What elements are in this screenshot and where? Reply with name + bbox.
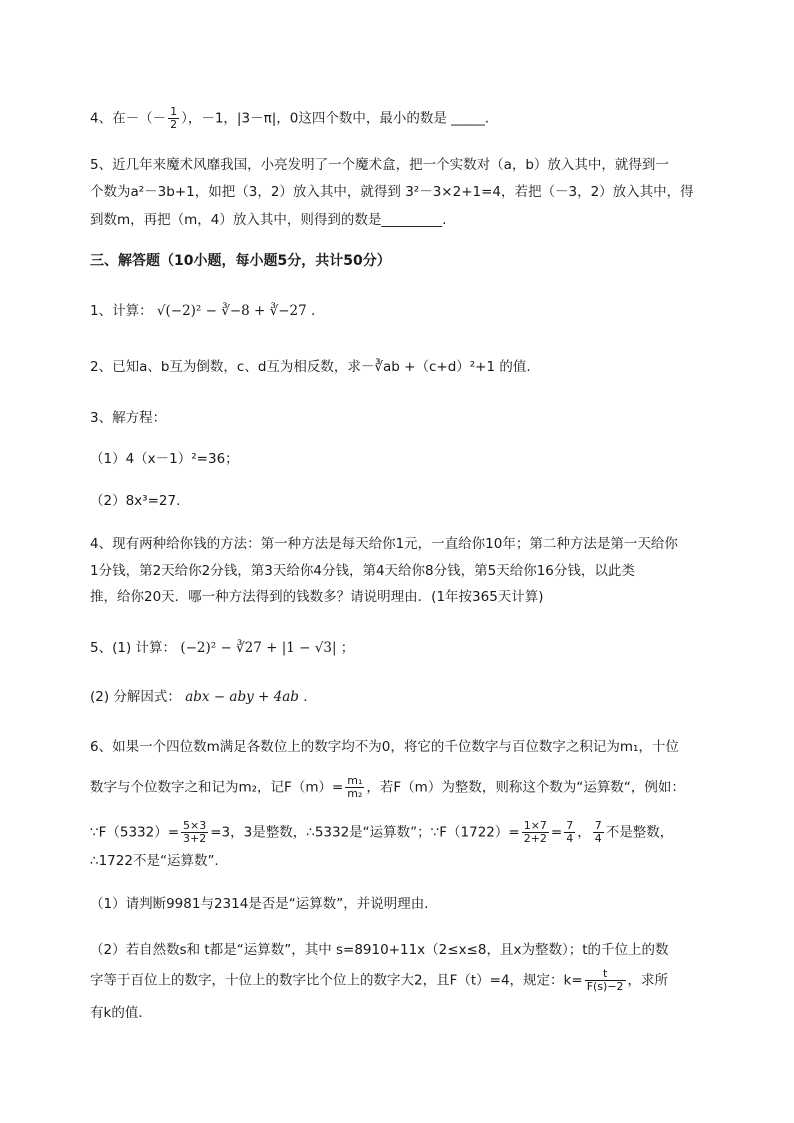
question-6-line4: ∴1722不是“运算数”. bbox=[90, 853, 219, 869]
question-6-part-1: （1）请判断9981与2314是否是“运算数”，并说明理由． bbox=[90, 896, 438, 912]
q5-p2-end: . bbox=[303, 689, 308, 705]
q6-line3-text-d: ， bbox=[577, 824, 591, 841]
fraction-example-1722 bbox=[522, 820, 549, 845]
question-3-label: 3、解方程： bbox=[90, 410, 167, 426]
frac-denominator: 2 bbox=[170, 118, 178, 131]
q6-line2-text-b: ，若F（m）为整数，则称这个数为“运算数“，例如： bbox=[366, 779, 685, 796]
frac-numerator: 7 bbox=[594, 819, 602, 832]
question-5-part-2 bbox=[90, 687, 308, 707]
question-6-line3 bbox=[90, 820, 673, 845]
q1-expression: √(−2)² − ∛−8 + ∛−27 bbox=[156, 303, 307, 319]
q6-p2-line2-text-a: 字等于百位上的数字，十位上的数字比个位上的数字大2，且F（t）=4，规定：k= bbox=[90, 972, 583, 989]
fraction-seven-fourths bbox=[564, 820, 575, 845]
frac-numerator: 1 bbox=[170, 105, 178, 118]
q5-p1-end: ； bbox=[340, 640, 355, 656]
frac-numerator: t bbox=[585, 968, 626, 981]
question-6-line2 bbox=[90, 775, 685, 800]
fraction-t-over-Fs-minus-2 bbox=[585, 968, 626, 993]
frac-numerator: 1×7 bbox=[523, 819, 547, 832]
fill-question-4 bbox=[90, 106, 489, 131]
question-3-part-1: （1）4（x－1）²=36； bbox=[90, 451, 239, 467]
q1-label: 1、计算： bbox=[90, 303, 153, 319]
q6-line2-text-a: 数字与个位数字之和记为m₂，记F（m）= bbox=[90, 779, 344, 796]
q4-prefix: 4、在－（－ bbox=[90, 110, 167, 127]
frac-denominator: m₂ bbox=[347, 787, 363, 800]
q5-p1-expression: (−2)² − ∛27 + |1 − √3| bbox=[180, 640, 337, 656]
q1-end: . bbox=[311, 303, 316, 319]
fill-question-5-line1: 5、近几年来魔术风靡我国，小亮发明了一个魔术盒，把一个实数对（a，b）放入其中，就得到一 bbox=[90, 157, 669, 173]
q6-line3-text-a: ∵F（5332）= bbox=[90, 824, 180, 841]
q6-line3-text-e: 不是整数， bbox=[605, 824, 674, 841]
frac-denominator: 4 bbox=[566, 832, 574, 845]
frac-denominator: 4 bbox=[594, 832, 602, 845]
fraction-seven-fourths-2 bbox=[593, 820, 604, 845]
q4-suffix: ），－1，|3－π|，0这四个数中，最小的数是 _____. bbox=[181, 110, 490, 127]
frac-denominator: 3+2 bbox=[183, 832, 207, 845]
frac-numerator: 7 bbox=[566, 819, 574, 832]
q5-p2-expression: abx − aby + 4ab bbox=[185, 689, 299, 705]
question-3-part-2: （2）8x³=27. bbox=[90, 493, 181, 509]
fill-question-5-line3: 到数m，再把（m，4）放入其中，则得到的数是_________. bbox=[90, 212, 447, 228]
question-1 bbox=[90, 301, 315, 321]
frac-denominator: F(s)−2 bbox=[586, 980, 624, 993]
frac-denominator: 2+2 bbox=[523, 832, 547, 845]
q6-p2-line2-text-b: ，求所 bbox=[627, 972, 669, 989]
question-6-part-2-line3: 有k的值． bbox=[90, 1005, 152, 1021]
frac-numerator: 5×3 bbox=[183, 819, 207, 832]
question-6-line1: 6、如果一个四位数m满足各数位上的数字均不为0，将它的千位数字与百位数字之积记为m₁，十位 bbox=[90, 739, 679, 755]
frac-numerator: m₁ bbox=[347, 774, 363, 787]
fraction-example-5332 bbox=[181, 820, 208, 845]
question-6-part-2-line1: （2）若自然数s和 t都是“运算数”，其中 s=8910+11x（2≤x≤8，且x为整数）；t的千位上的数 bbox=[90, 942, 669, 958]
fill-question-5-line2: 个数为a²－3b+1，如把（3，2）放入其中，就得到 3²－3×2+1=4，若把（－3，2）放入其中，得 bbox=[90, 184, 694, 200]
section-3-heading: 三、解答题（10小题，每小题5分，共计50分） bbox=[90, 253, 391, 269]
question-4-line1: 4、现有两种给你钱的方法：第一种方法是每天给你1元，一直给你10年；第二种方法是第一天给你 bbox=[90, 536, 678, 552]
question-6-part-2-line2 bbox=[90, 968, 668, 993]
q5-p1-label: 5、(1) 计算： bbox=[90, 640, 177, 656]
question-4-line2: 1分钱，第2天给你2分钱，第3天给你4分钱，第4天给你8分钱，第5天给你16分钱，以此类 bbox=[90, 563, 635, 579]
question-4-line3: 推，给你20天．哪一种方法得到的钱数多？请说明理由．(1年按365天计算) bbox=[90, 589, 544, 605]
fraction-one-half bbox=[168, 106, 179, 131]
q6-line3-text-b: =3，3是整数，∴5332是“运算数”；∵F（1722）= bbox=[210, 824, 520, 841]
q6-line3-text-c: = bbox=[550, 824, 563, 841]
fraction-m1-over-m2 bbox=[345, 775, 364, 800]
question-5-part-1 bbox=[90, 638, 354, 658]
q5-p2-label: (2) 分解因式： bbox=[90, 689, 181, 705]
question-2: 2、已知a、b互为倒数，c、d互为相反数，求－∛ab +（c+d）²+1 的值. bbox=[90, 359, 531, 375]
